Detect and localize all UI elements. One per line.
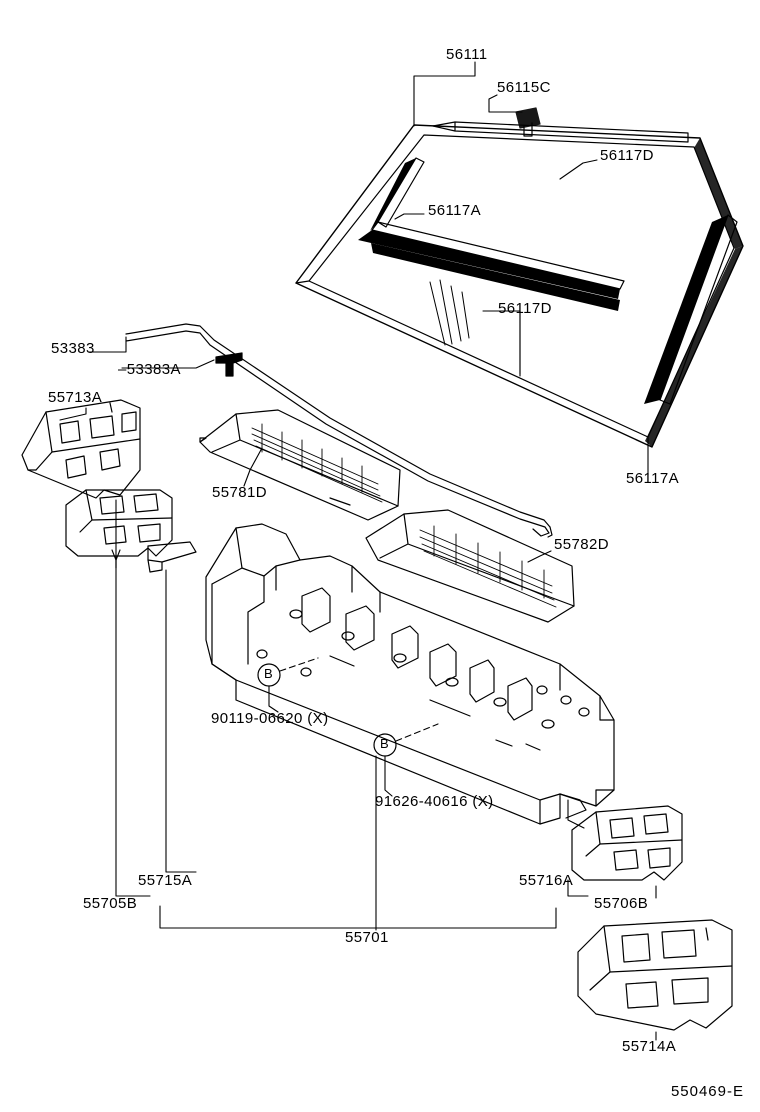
callout-91626-40616: 91626-40616 (X) [375, 793, 494, 810]
callout-55781D: 55781D [212, 484, 267, 501]
callout-56115C: 56115C [497, 79, 551, 96]
callout-55701: 55701 [345, 929, 389, 946]
bolt-marker-b-1: B [264, 666, 274, 681]
callout-90119-06620: 90119-06620 (X) [211, 710, 329, 727]
sheet-code: 550469-E [670, 1083, 744, 1100]
callout-55715A: 55715A [138, 872, 193, 889]
cowl-louver-55781D [200, 410, 400, 520]
panel-55714A [578, 920, 732, 1030]
callout-56111: 56111 [446, 46, 488, 63]
callout-56117A-upper: 56117A [428, 202, 482, 219]
callout-55782D: 55782D [554, 536, 609, 553]
callout-53383A-text: 53383A [126, 361, 181, 378]
hood-to-cowl-seal-53383 [126, 324, 552, 537]
panel-55705B-bracket [148, 542, 196, 572]
bolt-marker-b-2: B [380, 736, 390, 751]
windshield-glass-group [296, 108, 743, 447]
callout-53383: 53383 [51, 340, 95, 357]
callout-56117D-upper-right: 56117D [600, 147, 654, 164]
callout-55716A: 55716A [519, 872, 574, 889]
panel-55716A [572, 806, 682, 880]
callout-56117D-lower: 56117D [498, 300, 552, 317]
callout-55705B: 55705B [83, 895, 138, 912]
callout-56117A-lower: 56117A [626, 470, 680, 487]
callout-55713A: 55713A [48, 389, 103, 406]
panel-55715A [66, 490, 172, 568]
callout-53383A: –53383A [118, 361, 181, 378]
callout-55714A: 55714A [622, 1038, 677, 1055]
callout-55706B: 55706B [594, 895, 649, 912]
